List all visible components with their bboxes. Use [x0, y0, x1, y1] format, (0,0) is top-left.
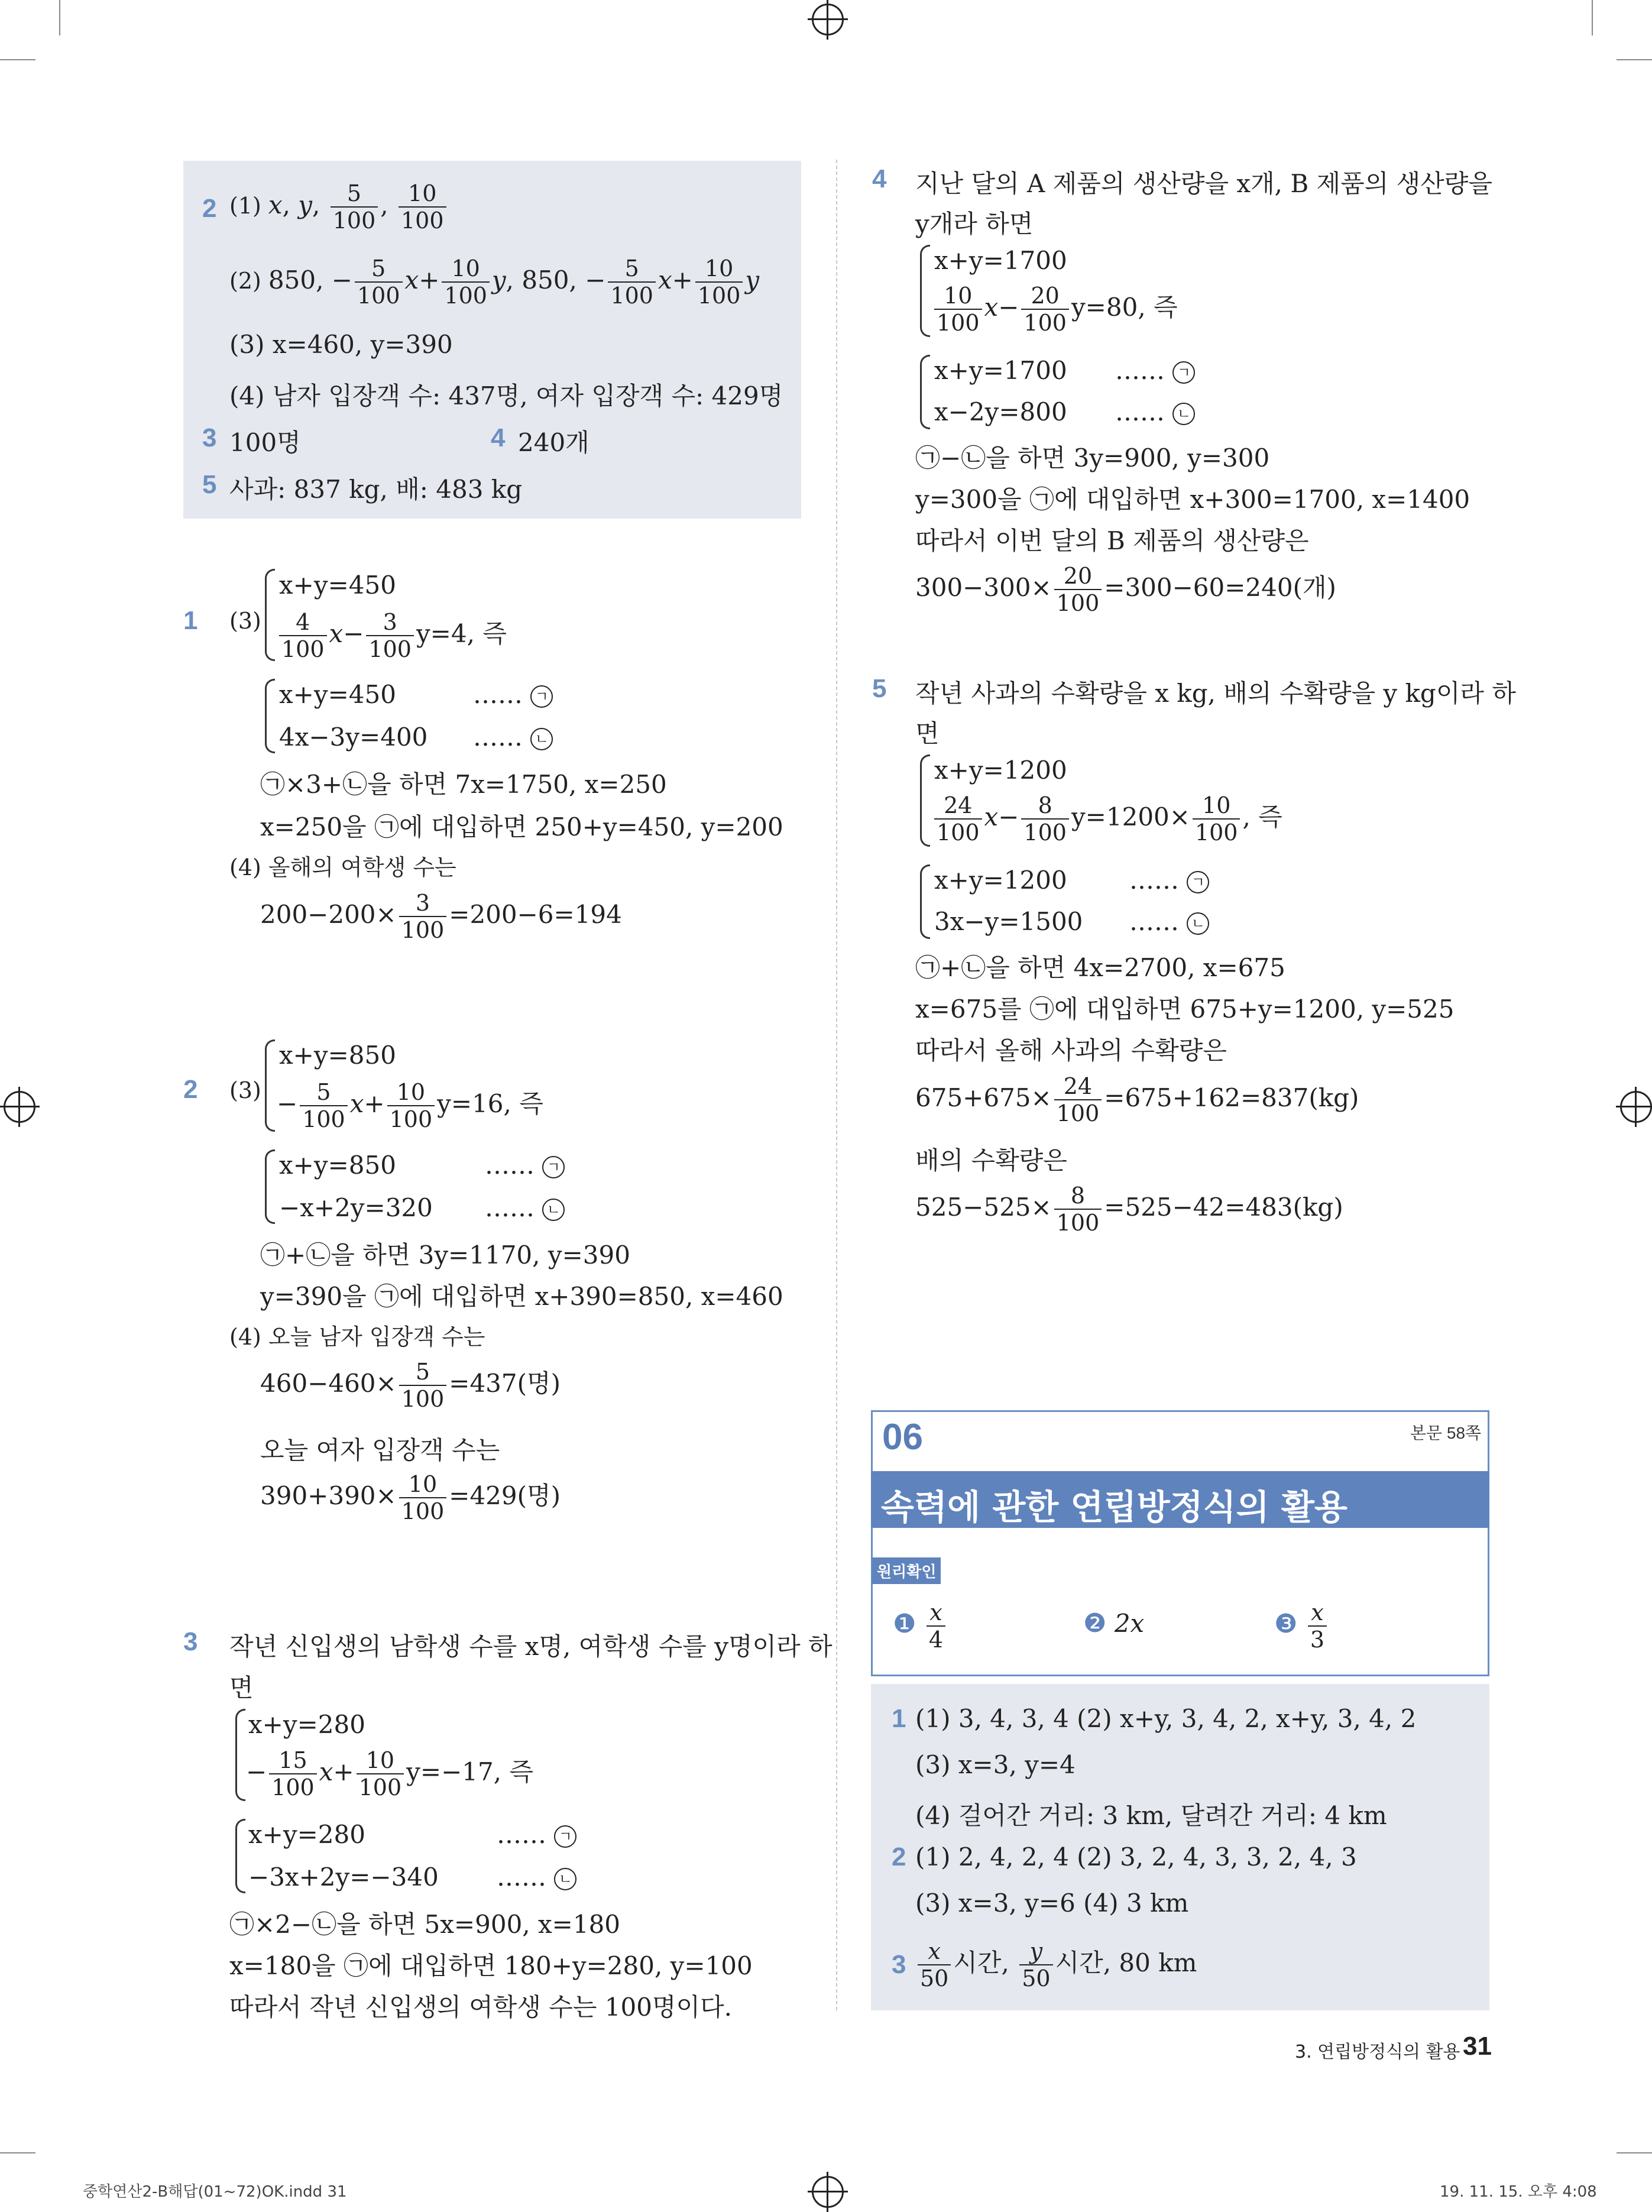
section06-a3-answer: $\frac{x}{50}$ 시간, $\frac{y}{50}$ 시간, 80 km [915, 1938, 1197, 1991]
system-brace [920, 355, 930, 429]
solution-2-calc2: 390+390× $\frac{10}{100}$ =429(명) [260, 1471, 561, 1524]
summary-q2-3: (3) x=460, y=390 [229, 330, 453, 359]
section06-a1-number: 1 [892, 1704, 906, 1733]
system-brace [920, 864, 930, 939]
crop-mark [0, 59, 35, 60]
solution-4-sys1: x+y=1700 [934, 356, 1067, 385]
summary-q2-2: (2) 850, − $\frac{5}{100}$ x+ $\frac{10}{100}$ y, 850, − $\frac{5}{100}$ x+ $\frac{10}{100}$ y [229, 255, 760, 309]
solution-5-sys2: 3x−y=1500 [934, 907, 1083, 936]
system-brace [235, 1819, 245, 1893]
solution-3-sys1: x+y=280 [248, 1820, 365, 1849]
solution-4-sys1-mark: …… ㄱ [1115, 356, 1195, 385]
solution-1-step2: x=250을 ㉠에 대입하면 250+y=450, y=200 [260, 812, 783, 841]
principle-item-2: ❷ 2x [1083, 1608, 1145, 1638]
solution-1-step1: ㉠×3+㉡을 하면 7x=1750, x=250 [260, 770, 667, 799]
solution-2-sys2-mark: …… ㄴ [485, 1193, 565, 1222]
solution-3-sys2-mark: …… ㄴ [497, 1863, 576, 1892]
section-number: 06 [882, 1417, 923, 1458]
solution-2-sys2: −x+2y=320 [279, 1193, 433, 1222]
summary-q4-number: 4 [491, 423, 506, 452]
solution-5-pear: 배의 수확량은 [915, 1146, 1067, 1175]
solution-5-calc2: 525−525× $\frac{8}{100}$ =525−42=483(kg) [915, 1183, 1343, 1236]
section06-a1-line2: (3) x=3, y=4 [915, 1750, 1076, 1779]
section-title: 속력에 관한 연립방정식의 활용 [881, 1487, 1347, 1527]
summary-q4-answer: 240개 [518, 428, 589, 457]
solution-3-eq1: x+y=280 [248, 1710, 365, 1739]
crop-mark [59, 0, 60, 35]
solution-4-sys2: x−2y=800 [934, 397, 1067, 426]
solution-5-step2: x=675를 ㉠에 대입하면 675+y=1200, y=525 [915, 995, 1455, 1024]
solution-3-step1: ㉠×2−㉡을 하면 5x=900, x=180 [229, 1910, 621, 1939]
solution-1-eq2-tail: y=4 [416, 619, 467, 648]
system-brace [920, 754, 930, 847]
solution-3-sys2: −3x+2y=−340 [248, 1863, 439, 1892]
solution-1-sys1: x+y=450 [279, 680, 396, 709]
registration-mark [812, 2176, 844, 2208]
solution-5-sys1-mark: …… ㄱ [1129, 866, 1209, 895]
summary-q2-1: (1) x, y, $\frac{5}{100}$ , $\frac{10}{100}$ [229, 180, 449, 234]
section06-a1-line3: (4) 걸어간 거리: 3 km, 달려간 거리: 4 km [915, 1801, 1387, 1830]
solution-4-intro: 지난 달의 A 제품의 생산량을 x개, B 제품의 생산량을 [915, 169, 1492, 198]
summary-q3-number: 3 [202, 423, 217, 452]
solution-2-part4: (4) 오늘 남자 입장객 수는 [229, 1324, 485, 1350]
solution-1-part4: (4) 올해의 여학생 수는 [229, 854, 456, 880]
solution-4-step2: y=300을 ㉠에 대입하면 x+300=1700, x=1400 [915, 485, 1470, 514]
solution-2-sys1: x+y=850 [279, 1151, 396, 1180]
solution-5-calc1: 675+675× $\frac{24}{100}$ =675+162=837(kg) [915, 1073, 1359, 1126]
solution-2-calc1: 460−460× $\frac{5}{100}$ =437(명) [260, 1359, 561, 1412]
solution-5-intro: 작년 사과의 수확량을 x kg, 배의 수확량을 y kg이라 하 [915, 679, 1516, 708]
solution-1-eq1: x+y=450 [279, 571, 396, 600]
summary-q5-number: 5 [202, 470, 217, 499]
solution-5-intro2: 면 [915, 719, 940, 748]
solution-4-intro2: y개라 하면 [915, 209, 1034, 238]
system-brace [265, 1149, 275, 1224]
page-number: 31 [1463, 2032, 1492, 2061]
solution-1-sys2: 4x−3y=400 [279, 723, 428, 752]
solution-5-step3: 따라서 올해 사과의 수확량은 [915, 1036, 1227, 1065]
solution-1-part3: (3) [229, 608, 261, 634]
solution-4-step3: 따라서 이번 달의 B 제품의 생산량은 [915, 526, 1309, 555]
solution-5-step1: ㉠+㉡을 하면 4x=2700, x=675 [915, 953, 1285, 982]
print-file-label: 중학연산2-B해답(01~72)OK.indd 31 [83, 2183, 347, 2201]
principle-item-1: ❶ $\frac{x}{4}$ [893, 1599, 948, 1653]
summary-q2-4: (4) 남자 입장객 수: 437명, 여자 입장객 수: 429명 [229, 381, 783, 410]
solution-4-number: 4 [872, 164, 887, 193]
system-brace [265, 679, 275, 753]
solution-2-sys1-mark: …… ㄱ [485, 1151, 565, 1180]
solution-3-sys1-mark: …… ㄱ [497, 1820, 576, 1849]
solution-5-sys2-mark: …… ㄴ [1129, 907, 1209, 936]
solution-2-step1: ㉠+㉡을 하면 3y=1170, y=390 [260, 1241, 630, 1269]
section06-a1-line1: (1) 3, 4, 3, 4 (2) x+y, 3, 4, 2, x+y, 3, 4, 2 [915, 1704, 1417, 1733]
solution-3-intro2: 면 [229, 1673, 254, 1702]
section06-a2-line1: (1) 2, 4, 2, 4 (2) 3, 2, 4, 3, 3, 2, 4, 3 [915, 1842, 1357, 1871]
section06-a2-number: 2 [892, 1842, 906, 1871]
solution-2-step2: y=390을 ㉠에 대입하면 x+390=850, x=460 [260, 1282, 783, 1311]
summary-q3-answer: 100명 [229, 428, 301, 457]
solution-1-sys1-mark: …… ㄱ [473, 680, 553, 709]
solution-2-eq1: x+y=850 [279, 1041, 396, 1070]
solution-3-number: 3 [183, 1627, 198, 1656]
principle-item-3: ❸ $\frac{x}{3}$ [1274, 1599, 1329, 1653]
solution-2-part3: (3) [229, 1077, 261, 1103]
solution-3-intro: 작년 신입생의 남학생 수를 x명, 여학생 수를 y명이라 하 [229, 1632, 833, 1661]
crop-mark [1617, 59, 1652, 60]
solution-3-step2: x=180을 ㉠에 대입하면 180+y=280, y=100 [229, 1951, 753, 1980]
solution-5-eq1: x+y=1200 [934, 756, 1067, 785]
solution-5-number: 5 [872, 674, 887, 703]
solution-1-sys2-mark: …… ㄴ [473, 723, 553, 752]
principle-badge: 원리확인 [872, 1557, 941, 1584]
solution-1-jeuk: , 즉 [467, 619, 507, 648]
registration-mark [1620, 1091, 1652, 1123]
column-divider [836, 160, 837, 2010]
solution-4-calc: 300−300× $\frac{20}{100}$ =300−60=240(개) [915, 563, 1336, 616]
chapter-label: 3. 연립방정식의 활용 [1295, 2042, 1460, 2062]
solution-1-eq2: $\frac{4}{100}$ x− $\frac{3}{100}$ y=4, 즉 [277, 609, 507, 662]
solution-4-step1: ㉠−㉡을 하면 3y=900, y=300 [915, 443, 1270, 472]
system-brace [265, 569, 275, 661]
system-brace [920, 245, 930, 337]
section06-a3-number: 3 [892, 1950, 906, 1979]
crop-mark [1592, 0, 1593, 35]
page-reference: 본문 58쪽 [1410, 1424, 1482, 1442]
solution-4-eq2: $\frac{10}{100}$ x− $\frac{20}{100}$ y=80, 즉 [932, 283, 1178, 336]
registration-mark [4, 1091, 35, 1123]
crop-mark [1617, 2152, 1652, 2153]
system-brace [265, 1039, 275, 1132]
solution-2-number: 2 [183, 1075, 198, 1104]
solution-1-calc: 200−200× $\frac{3}{100}$ =200−6=194 [260, 890, 622, 943]
solution-1-number: 1 [183, 606, 198, 635]
solution-3-eq2: − $\frac{15}{100}$ x+ $\frac{10}{100}$ y=−17, 즉 [246, 1747, 533, 1800]
solution-5-eq2: $\frac{24}{100}$ x− $\frac{8}{100}$ y=1200× $\frac{10}{100}$ , 즉 [932, 792, 1282, 846]
crop-mark [0, 2152, 35, 2153]
solution-5-sys1: x+y=1200 [934, 866, 1067, 895]
solution-2-female: 오늘 여자 입장객 수는 [260, 1436, 500, 1465]
section06-a2-line2: (3) x=3, y=6 (4) 3 km [915, 1889, 1189, 1918]
summary-q5-answer: 사과: 837 kg, 배: 483 kg [229, 475, 523, 504]
principle-item-2-value: 2x [1114, 1609, 1145, 1638]
solution-4-sys2-mark: …… ㄴ [1115, 397, 1195, 426]
registration-mark [812, 4, 844, 35]
solution-3-conclusion: 따라서 작년 신입생의 여학생 수는 100명이다. [229, 1993, 732, 2022]
summary-q2-number: 2 [202, 194, 217, 223]
solution-2-eq2: − $\frac{5}{100}$ x+ $\frac{10}{100}$ y=16, 즉 [277, 1079, 543, 1132]
print-timestamp: 19. 11. 15. 오후 4:08 [1440, 2183, 1597, 2201]
system-brace [235, 1709, 245, 1801]
solution-4-eq1: x+y=1700 [934, 246, 1067, 275]
section-06-frame [871, 1410, 1489, 1676]
